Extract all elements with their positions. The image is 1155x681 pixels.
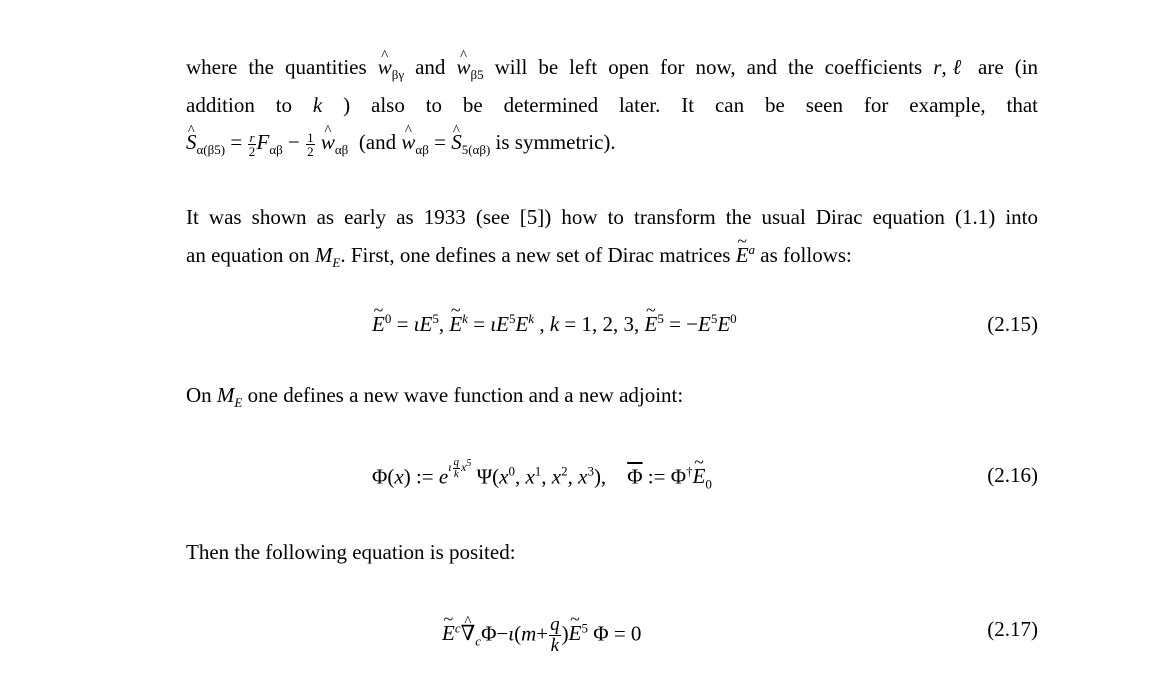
equation-2-15: ~ $E^0 = \iota E^5$, ~ $E^k = \iota E^5E^k$ , k = 1, 2, 3, ~ $E^5 = -E^5E^0$	[372, 310, 737, 338]
subscript: αβ	[269, 142, 283, 158]
text: (and	[358, 130, 397, 154]
paragraph-1-line-3	[186, 129, 1038, 158]
m-symbol: M	[314, 243, 333, 267]
equation-number-2-15: (2.15)	[987, 312, 1038, 336]
word: )	[343, 93, 351, 117]
text: an equation on	[186, 243, 310, 267]
equation-2-16: Φ(x) := $e^{\iota \frac{q}{k} x^5}$ $\Psi(x^0$, $x^1$, $x^2$, $x^3$), $\overline{\Phi}$ := Φ†~ $E_0$	[372, 461, 712, 490]
s-hat-symbol: ^ S	[451, 129, 462, 155]
e-tilde-symbol: ~ E	[736, 242, 749, 268]
r-symbol: r	[933, 55, 942, 79]
word: addition	[186, 93, 255, 117]
word: also	[371, 93, 405, 117]
subscript: α(β5)	[196, 142, 226, 158]
word: can	[714, 93, 745, 117]
w-hat-symbol: ^ w	[456, 54, 470, 80]
paragraph-1-line-1	[186, 54, 1039, 83]
text: where the quantities	[186, 55, 367, 79]
minus-sign: −	[288, 130, 300, 154]
w-hat-symbol: ^ w	[321, 129, 335, 155]
equals-sign: =	[434, 130, 446, 154]
f-symbol: F	[256, 130, 270, 154]
subscript: β5	[470, 67, 484, 83]
equation-2-17: ~ $E^c\^{}$ $\nabla_c\Phi-\iota(m+$ $\frac{q}{k}$ )~ $E^5$ Φ = 0	[442, 615, 641, 656]
text: is symmetric).	[495, 130, 616, 154]
word: example,	[909, 93, 986, 117]
word: later.	[618, 93, 661, 117]
equals-sign: =	[230, 130, 243, 154]
one-half-fraction: $\frac{1}{2}$	[307, 129, 314, 159]
r-over-2-fraction: $\frac{r}{2}$	[248, 129, 256, 159]
paragraph-3	[186, 382, 1038, 411]
text: On	[186, 383, 212, 407]
word: be	[462, 93, 483, 117]
text: one defines a new wave function and a new adjoint:	[247, 383, 684, 407]
w-hat-symbol: ^ w	[401, 129, 415, 155]
subscript: αβ	[334, 142, 349, 158]
subscript: αβ	[415, 142, 429, 158]
word: be	[764, 93, 785, 117]
paragraph-2-line-1: It was shown as early as 1933 (see [5]) how to transform the usual Dirac equation (1.1) into	[186, 205, 1038, 229]
m-symbol: M	[216, 383, 235, 407]
ell-symbol: ℓ	[946, 55, 968, 79]
word: seen	[805, 93, 844, 117]
w-hat-symbol: ^ w	[378, 54, 392, 80]
s-hat-symbol: ^ S	[186, 129, 197, 155]
word: for	[863, 93, 889, 117]
paragraph-1-line-2	[186, 92, 1038, 118]
equation-number-2-16: (2.16)	[987, 463, 1038, 487]
paragraph-4: Then the following equation is posited:	[186, 540, 516, 564]
text: . First, one defines a new set of Dirac matrices	[340, 243, 731, 267]
subscript: βγ	[391, 67, 405, 83]
equation-number-2-17: (2.17)	[987, 617, 1038, 641]
text: as follows:	[760, 243, 852, 267]
subscript: 5(αβ)	[461, 142, 491, 158]
subscript: E	[332, 255, 341, 271]
text: will be left open for now, and the coefficients	[494, 55, 923, 79]
paragraph-2-line-2	[186, 242, 1038, 271]
subscript: E	[234, 395, 243, 411]
word: to	[275, 93, 293, 117]
word: to	[425, 93, 443, 117]
word: determined	[503, 93, 599, 117]
word: that	[1006, 93, 1039, 117]
superscript: a	[748, 242, 756, 257]
word: It	[681, 93, 695, 117]
text: ,	[941, 55, 947, 79]
text: and	[415, 55, 446, 79]
text: are (in	[978, 55, 1039, 79]
k-symbol: k	[312, 93, 323, 117]
